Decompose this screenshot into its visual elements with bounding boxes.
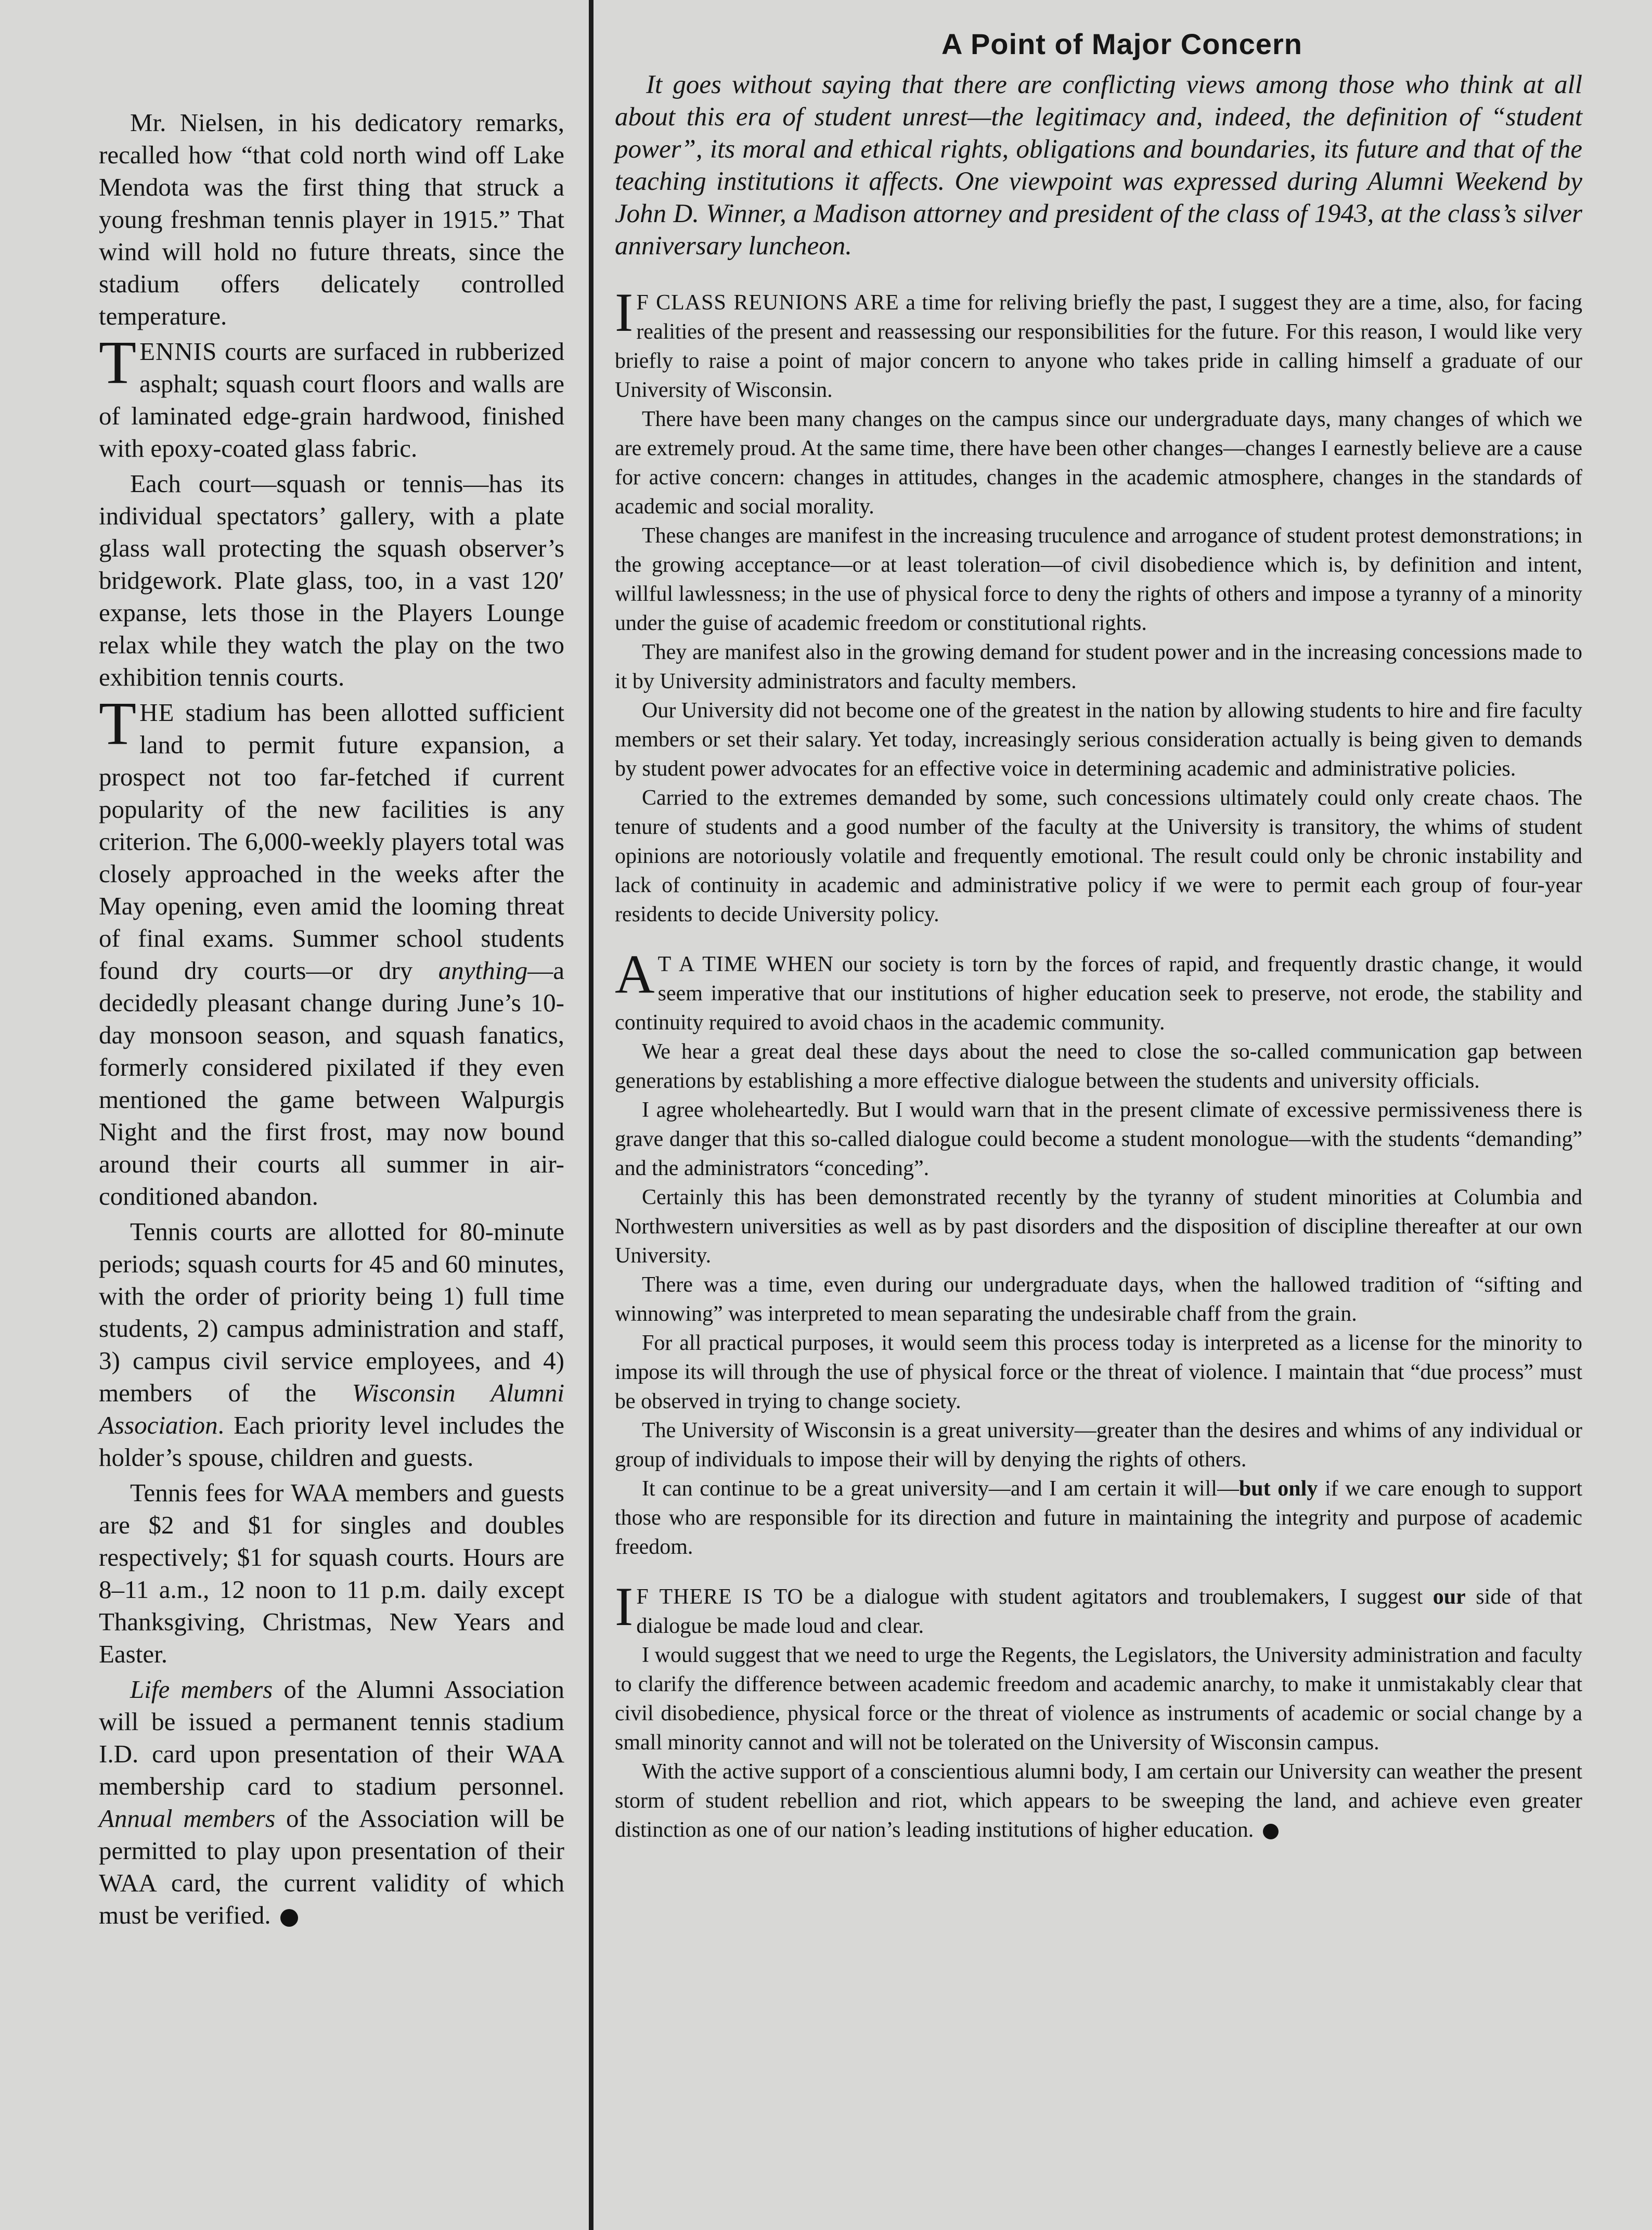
paragraph-membership-cards: Life members of the Alumni Association will be issued a permanent tennis stadium I.D. card upon presentation of their WAA membership card to stadium personnel. Annual members of the Association will be permitted to play upon presentation of their WAA card, the current validity of which must be verified. — [99, 1675, 564, 1929]
paragraph-alumni-support: With the active support of a conscientious alumni body, I am certain our University can weather the present storm of student rebellion and riot, which appears to be sweeping the land, and achieve even greater distinction as one of our nation’s leading institutions of higher education. — [615, 1760, 1582, 1842]
paragraph-sifting-winnowing: There was a time, even during our undergraduate days, when the hallowed tradition of “sifting and winnowing” was interpreted to mean separating the undesirable chaff from the grain. — [615, 1273, 1582, 1326]
paragraph-court-allotment: Tennis courts are allotted for 80-minute periods; squash courts for 45 and 60 minutes, with the order of priority being 1) full time students, 2) campus administration and staff, 3) campus civil service employees, and 4) members of the Wisconsin Alumni Association. Each priority level includes the holder’s spouse, children and guests. — [99, 1217, 564, 1472]
paragraph-expansion: THE stadium has been allotted sufficient land to permit future expansion, a prospect not too far-fetched if current popularity of the new facilities is any criterion. The 6,000-weekly players total was closely approached in the weeks after the May opening, even amid the looming threat of final exams. Summer school students found dry courts—or dry anything—a decidedly pleasant change during June’s 10-day monsoon season, and squash fanatics, formerly considered pixilated if they even mentioned the game between Walpurgis Night and the first frost, may now bound around their courts all summer in air-conditioned abandon. — [99, 689, 564, 1210]
paragraph-urge-regents: I would suggest that we need to urge the Regents, the Legislators, the University administration and faculty to clarify the difference between academic freedom and academic anarchy, to make it unmistakably clear that civil disobedience, physical force or the threat of violence as instruments of academic or social change by a small minority cannot and will not be tolerated on the University of Wisconsin campus. — [615, 1643, 1582, 1755]
drop-cap: A — [615, 944, 655, 1004]
paragraph-columbia-northwestern: Certainly this has been demonstrated recently by the tyranny of student minorities at Columbia and Northwestern universities as well as by past disorders and the disposition of discipline thereafter at our own University. — [615, 1185, 1582, 1268]
paragraph-class-reunions: I F CLASS REUNIONS ARE a time for reliving briefly the past, I suggest they are a time, also, for facing realities of the present and reassessing our responsibilities for the future. For this reason, I would like very briefly to raise a point of major concern to anyone who takes pride in calling himself a graduate of our University of Wisconsin. — [615, 282, 1582, 402]
paragraph-dialogue-agitators: I F THERE IS TO be a dialogue with student agitators and troublemakers, I suggest our side of that dialogue be made loud and clear. — [615, 1576, 1582, 1638]
article-intro: It goes without saying that there are conflicting views among those who think at all about this era of student unrest—the legitimacy and, indeed, the definition of “student power”, its moral and ethical rights, obligations and boundaries, its future and that of the teaching institutions it affects. One viewpoint was expressed during Alumni Weekend by John D. Winner, a Madison attorney and president of the class of 1943, at the class’s silver anniversary luncheon. — [615, 70, 1582, 261]
paragraph-fees-hours: Tennis fees for WAA members and guests are $2 and $1 for singles and doubles respectively; $1 for squash courts. Hours are 8–11 a.m., 12 noon to 11 p.m. daily except Thanksgiving, Christmas, New Years and Easter. — [99, 1478, 564, 1668]
article-headline: A Point of Major Concern — [941, 28, 1302, 60]
paragraph-great-university: The University of Wisconsin is a great university—greater than the desires and whims of any individual or group of individuals to impose their will by denying the rights of others. — [615, 1419, 1582, 1472]
right-column-major-concern — [615, 26, 1582, 1845]
paragraph-chaos: Carried to the extremes demanded by some, such concessions ultimately could only create chaos. The tenure of students and a good number of the faculty at the University is transitory, the whims of student opinions are notoriously volatile and frequently emotional. The result could only be chronic instability and lack of continuity in academic and administrative policy if we were to permit each group of four-year residents to decide University policy. — [615, 786, 1582, 926]
paragraph-spectators-gallery: Each court—squash or tennis—has its individual spectators’ gallery, with a plate glass wall protecting the squash observer’s bridgework. Plate glass, too, in a vast 120′ expanse, lets those in the Players Lounge relax while they watch the play on the two exhibition tennis courts. — [99, 469, 564, 691]
drop-cap: I — [615, 282, 634, 343]
column-divider — [589, 0, 593, 2230]
drop-cap: T — [99, 689, 137, 757]
paragraph-time-of-change: A T A TIME WHEN our society is torn by the forces of rapid, and frequently drastic change, it would seem imperative that our institutions of higher education seek to preserve, not erode, the stability and continuity required to avoid chaos in the academic community. — [615, 944, 1582, 1035]
paragraph-hire-fire: Our University did not become one of the greatest in the nation by allowing students to hire and fire faculty members or set their salary. Yet today, increasingly serious consideration actually is being given to demands by student power advocates for an effective voice in determining academic and administrative policies. — [615, 699, 1582, 781]
paragraph-dialogue-warning: I agree wholeheartedly. But I would warn that in the present climate of excessive permissiveness there is grave danger that this so-called dialogue could become a student monologue—with the students “demanding” and the administrators “conceding”. — [615, 1098, 1582, 1180]
paragraph-nielsen-remarks: Mr. Nielsen, in his dedicatory remarks, recalled how “that cold north wind off Lake Mendota was the first thing that struck a young freshman tennis player in 1915.” That wind will hold no future threats, since the stadium offers delicately controlled temperature. — [99, 108, 564, 330]
paragraph-due-process: For all practical purposes, it would seem this process today is interpreted as a license for the minority to impose its will through the use of physical force or the threat of violence. I maintain that “due process” must be observed in trying to change society. — [615, 1331, 1582, 1413]
paragraph-communication-gap: We hear a great deal these days about the need to close the so-called communication gap between generations by establishing a more effective dialogue between the students and university officials. — [615, 1040, 1582, 1093]
drop-cap: T — [99, 328, 137, 396]
paragraph-court-surfaces: TENNIS courts are surfaced in rubberized asphalt; squash court floors and walls are of laminated edge-grain hardwood, finished with epoxy-coated glass fabric. — [99, 328, 564, 462]
end-of-article-bullet-icon — [280, 1909, 298, 1927]
paragraph-manifest-changes: These changes are manifest in the increasing truculence and arrogance of student protest demonstrations; in the growing acceptance—or at least toleration—of civil disobedience which is, by definition and intent, willful lawlessness; in the use of physical force to deny the rights of others and impose a tyranny of a minority under the guise of academic freedom or constitutional rights. — [615, 524, 1582, 635]
end-of-article-bullet-icon — [1263, 1824, 1279, 1839]
paragraph-continue-great: It can continue to be a great university—and I am certain it will—but only if we care enough to support those who are responsible for its direction and future in maintaining the integrity and purpose of academic freedom. — [615, 1477, 1583, 1559]
paragraph-campus-changes: There have been many changes on the campus since our undergraduate days, many changes of which we are extremely proud. At the same time, there have been other changes—changes I earnestly believe are a cause for active concern: changes in attitudes, changes in the academic atmosphere, changes in the standards of academic and social morality. — [615, 407, 1582, 519]
paragraph-student-power: They are manifest also in the growing demand for student power and in the increasing concessions made to it by University administrators and faculty members. — [615, 640, 1582, 693]
left-column-tennis-stadium — [99, 107, 564, 1935]
drop-cap: I — [615, 1576, 634, 1637]
